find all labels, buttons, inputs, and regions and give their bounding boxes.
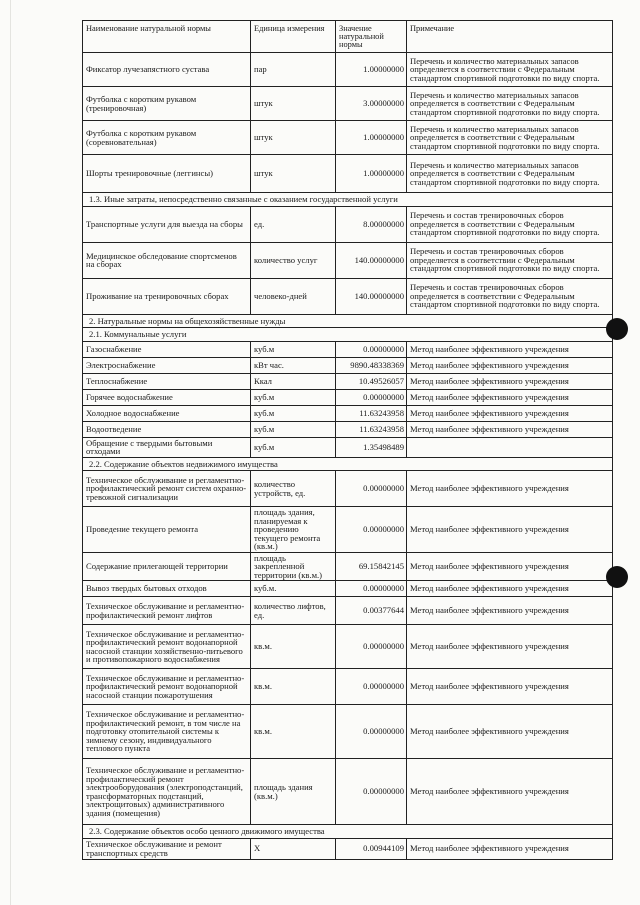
row-note: Метод наиболее эффективного учреждения (407, 669, 613, 705)
row-value: 0.00000000 (336, 669, 407, 705)
table-row (83, 437, 613, 457)
row-name: Медицинское обследование спортсменов на сборах (83, 242, 251, 278)
table-row (83, 552, 613, 581)
header-note: Примечание (407, 21, 613, 53)
row-value: 8.00000000 (336, 206, 407, 242)
row-value: 0.00000000 (336, 759, 407, 825)
section-row (83, 193, 613, 207)
row-name: Техническое обслуживание и регламентно-профилактический ремонт водонапорной насосной станции хозяйственно-питьевого и противопожарного водоснабжения (83, 625, 251, 669)
row-name: Футболка с коротким рукавом (соревновательная) (83, 121, 251, 155)
row-unit: пар (251, 53, 336, 87)
row-note (407, 437, 613, 457)
table-header-row (83, 21, 613, 53)
row-note: Метод наиболее эффективного учреждения (407, 389, 613, 405)
section-row (83, 328, 613, 342)
header-name: Наименование натуральной нормы (83, 21, 251, 53)
row-note: Метод наиболее эффективного учреждения (407, 581, 613, 597)
scan-edge (10, 0, 11, 905)
row-note: Метод наиболее эффективного учреждения (407, 552, 613, 581)
row-note: Метод наиболее эффективного учреждения (407, 507, 613, 553)
row-unit: человеко-дней (251, 278, 336, 314)
row-name: Проведение текущего ремонта (83, 507, 251, 553)
row-unit: площадь здания, планируемая к проведению текущего ремонта (кв.м.) (251, 507, 336, 553)
row-note: Перечень и состав тренировочных сборов определяется в соответствии с Федеральным стандартом спортивной подготовки по виду спорта. (407, 278, 613, 314)
row-name: Техническое обслуживание и регламентно-профилактический ремонт, в том числе на подготовку отопительной системы к зимнему сезону, индивидуального теплового пункта (83, 705, 251, 759)
row-unit: штук (251, 121, 336, 155)
row-value: 0.00944109 (336, 838, 407, 859)
row-name: Теплоснабжение (83, 373, 251, 389)
row-unit: куб.м (251, 421, 336, 437)
row-note: Перечень и количество материальных запасов определяется в соответствии с Федеральным стандартом спортивной подготовки по виду спорта. (407, 155, 613, 193)
row-value: 0.00000000 (336, 581, 407, 597)
row-note: Перечень и количество материальных запасов определяется в соответствии с Федеральным стандартом спортивной подготовки по виду спорта. (407, 87, 613, 121)
row-name: Шорты тренировочные (леггинсы) (83, 155, 251, 193)
table-row (83, 471, 613, 507)
row-name: Газоснабжение (83, 341, 251, 357)
section-row (83, 825, 613, 839)
table-row (83, 581, 613, 597)
row-note: Перечень и количество материальных запасов определяется в соответствии с Федеральным стандартом спортивной подготовки по виду спорта. (407, 121, 613, 155)
table-row (83, 357, 613, 373)
row-name: Техническое обслуживание и регламентно-профилактический ремонт электрооборудования (электроподстанций, трансформаторных подстанций, электрощитовых) административного здания (помещения) (83, 759, 251, 825)
row-unit: штук (251, 155, 336, 193)
row-value: 0.00000000 (336, 389, 407, 405)
table-row (83, 53, 613, 87)
row-name: Техническое обслуживание и регламентно-профилактический ремонт систем охранно-тревожной сигнализации (83, 471, 251, 507)
table-row (83, 705, 613, 759)
table-row (83, 242, 613, 278)
table-row (83, 597, 613, 625)
row-value: 0.00000000 (336, 507, 407, 553)
row-value: 140.00000000 (336, 278, 407, 314)
row-name: Футболка с коротким рукавом (тренировочная) (83, 87, 251, 121)
row-name: Техническое обслуживание и регламентно-профилактический ремонт лифтов (83, 597, 251, 625)
row-unit: кв.м. (251, 705, 336, 759)
row-value: 10.49526057 (336, 373, 407, 389)
row-note: Метод наиболее эффективного учреждения (407, 838, 613, 859)
row-unit: количество устройств, ед. (251, 471, 336, 507)
row-name: Обращение с твердыми бытовыми отходами (83, 437, 251, 457)
table-row (83, 206, 613, 242)
section-title: 2. Натуральные нормы на общехозяйственные нужды (83, 314, 613, 328)
table-row (83, 669, 613, 705)
row-note: Метод наиболее эффективного учреждения (407, 357, 613, 373)
row-value: 9890.48338369 (336, 357, 407, 373)
row-value: 1.35498489 (336, 437, 407, 457)
header-value: Значение натуральной нормы (336, 21, 407, 53)
row-value: 0.00377644 (336, 597, 407, 625)
row-value: 0.00000000 (336, 471, 407, 507)
row-note: Метод наиболее эффективного учреждения (407, 597, 613, 625)
table-row (83, 507, 613, 553)
table-row (83, 405, 613, 421)
row-name: Фиксатор лучезапястного сустава (83, 53, 251, 87)
row-unit: куб.м (251, 405, 336, 421)
norms-table (82, 20, 613, 860)
row-name: Транспортные услуги для выезда на сборы (83, 206, 251, 242)
row-note: Перечень и состав тренировочных сборов определяется в соответствии с Федеральным стандартом спортивной подготовки по виду спорта. (407, 206, 613, 242)
table-row (83, 759, 613, 825)
row-value: 1.00000000 (336, 121, 407, 155)
row-unit: куб.м (251, 389, 336, 405)
table-row (83, 838, 613, 859)
row-unit: количество услуг (251, 242, 336, 278)
table-row (83, 87, 613, 121)
row-name: Техническое обслуживание и регламентно-профилактический ремонт водонапорной насосной станции пожаротушения (83, 669, 251, 705)
table-row (83, 341, 613, 357)
row-unit: Х (251, 838, 336, 859)
row-name: Холодное водоснабжение (83, 405, 251, 421)
section-row (83, 457, 613, 471)
row-note: Метод наиболее эффективного учреждения (407, 471, 613, 507)
norms-table-body (83, 21, 613, 860)
norms-document (82, 20, 612, 860)
row-unit: куб.м (251, 341, 336, 357)
row-value: 0.00000000 (336, 625, 407, 669)
row-note: Метод наиболее эффективного учреждения (407, 625, 613, 669)
row-note: Метод наиболее эффективного учреждения (407, 373, 613, 389)
row-unit: куб.м (251, 437, 336, 457)
row-value: 69.15842145 (336, 552, 407, 581)
row-unit: куб.м. (251, 581, 336, 597)
binder-hole (606, 318, 628, 340)
row-value: 11.63243958 (336, 405, 407, 421)
section-title: 2.3. Содержание объектов особо ценного движимого имущества (83, 825, 613, 839)
row-name: Вывоз твердых бытовых отходов (83, 581, 251, 597)
row-value: 1.00000000 (336, 53, 407, 87)
binder-hole (606, 566, 628, 588)
row-unit: штук (251, 87, 336, 121)
row-unit: Ккал (251, 373, 336, 389)
row-value: 1.00000000 (336, 155, 407, 193)
row-unit: кв.м. (251, 625, 336, 669)
table-row (83, 278, 613, 314)
row-value: 11.63243958 (336, 421, 407, 437)
row-name: Горячее водоснабжение (83, 389, 251, 405)
section-title: 2.1. Коммунальные услуги (83, 328, 613, 342)
row-unit: кв.м. (251, 669, 336, 705)
table-row (83, 389, 613, 405)
row-name: Содержание прилегающей территории (83, 552, 251, 581)
row-unit: кВт час. (251, 357, 336, 373)
row-value: 0.00000000 (336, 705, 407, 759)
row-note: Метод наиболее эффективного учреждения (407, 341, 613, 357)
row-name: Электроснабжение (83, 357, 251, 373)
row-note: Перечень и количество материальных запасов определяется в соответствии с Федеральным стандартом спортивной подготовки по виду спорта. (407, 53, 613, 87)
row-unit: ед. (251, 206, 336, 242)
row-value: 140.00000000 (336, 242, 407, 278)
row-note: Метод наиболее эффективного учреждения (407, 405, 613, 421)
row-note: Перечень и состав тренировочных сборов определяется в соответствии с Федеральным стандартом спортивной подготовки по виду спорта. (407, 242, 613, 278)
row-name: Водоотведение (83, 421, 251, 437)
header-unit: Единица измерения (251, 21, 336, 53)
table-row (83, 625, 613, 669)
row-name: Проживание на тренировочных сборах (83, 278, 251, 314)
row-note: Метод наиболее эффективного учреждения (407, 705, 613, 759)
section-row (83, 314, 613, 328)
row-value: 3.00000000 (336, 87, 407, 121)
row-name: Техническое обслуживание и ремонт транспортных средств (83, 838, 251, 859)
table-row (83, 421, 613, 437)
section-title: 1.3. Иные затраты, непосредственно связанные с оказанием государственной услуги (83, 193, 613, 207)
row-note: Метод наиболее эффективного учреждения (407, 759, 613, 825)
row-unit: площадь здания (кв.м.) (251, 759, 336, 825)
table-row (83, 155, 613, 193)
row-value: 0.00000000 (336, 341, 407, 357)
table-row (83, 373, 613, 389)
section-title: 2.2. Содержание объектов недвижимого имущества (83, 457, 613, 471)
table-row (83, 121, 613, 155)
row-unit: площадь закрепленной территории (кв.м.) (251, 552, 336, 581)
row-unit: количество лифтов, ед. (251, 597, 336, 625)
row-note: Метод наиболее эффективного учреждения (407, 421, 613, 437)
